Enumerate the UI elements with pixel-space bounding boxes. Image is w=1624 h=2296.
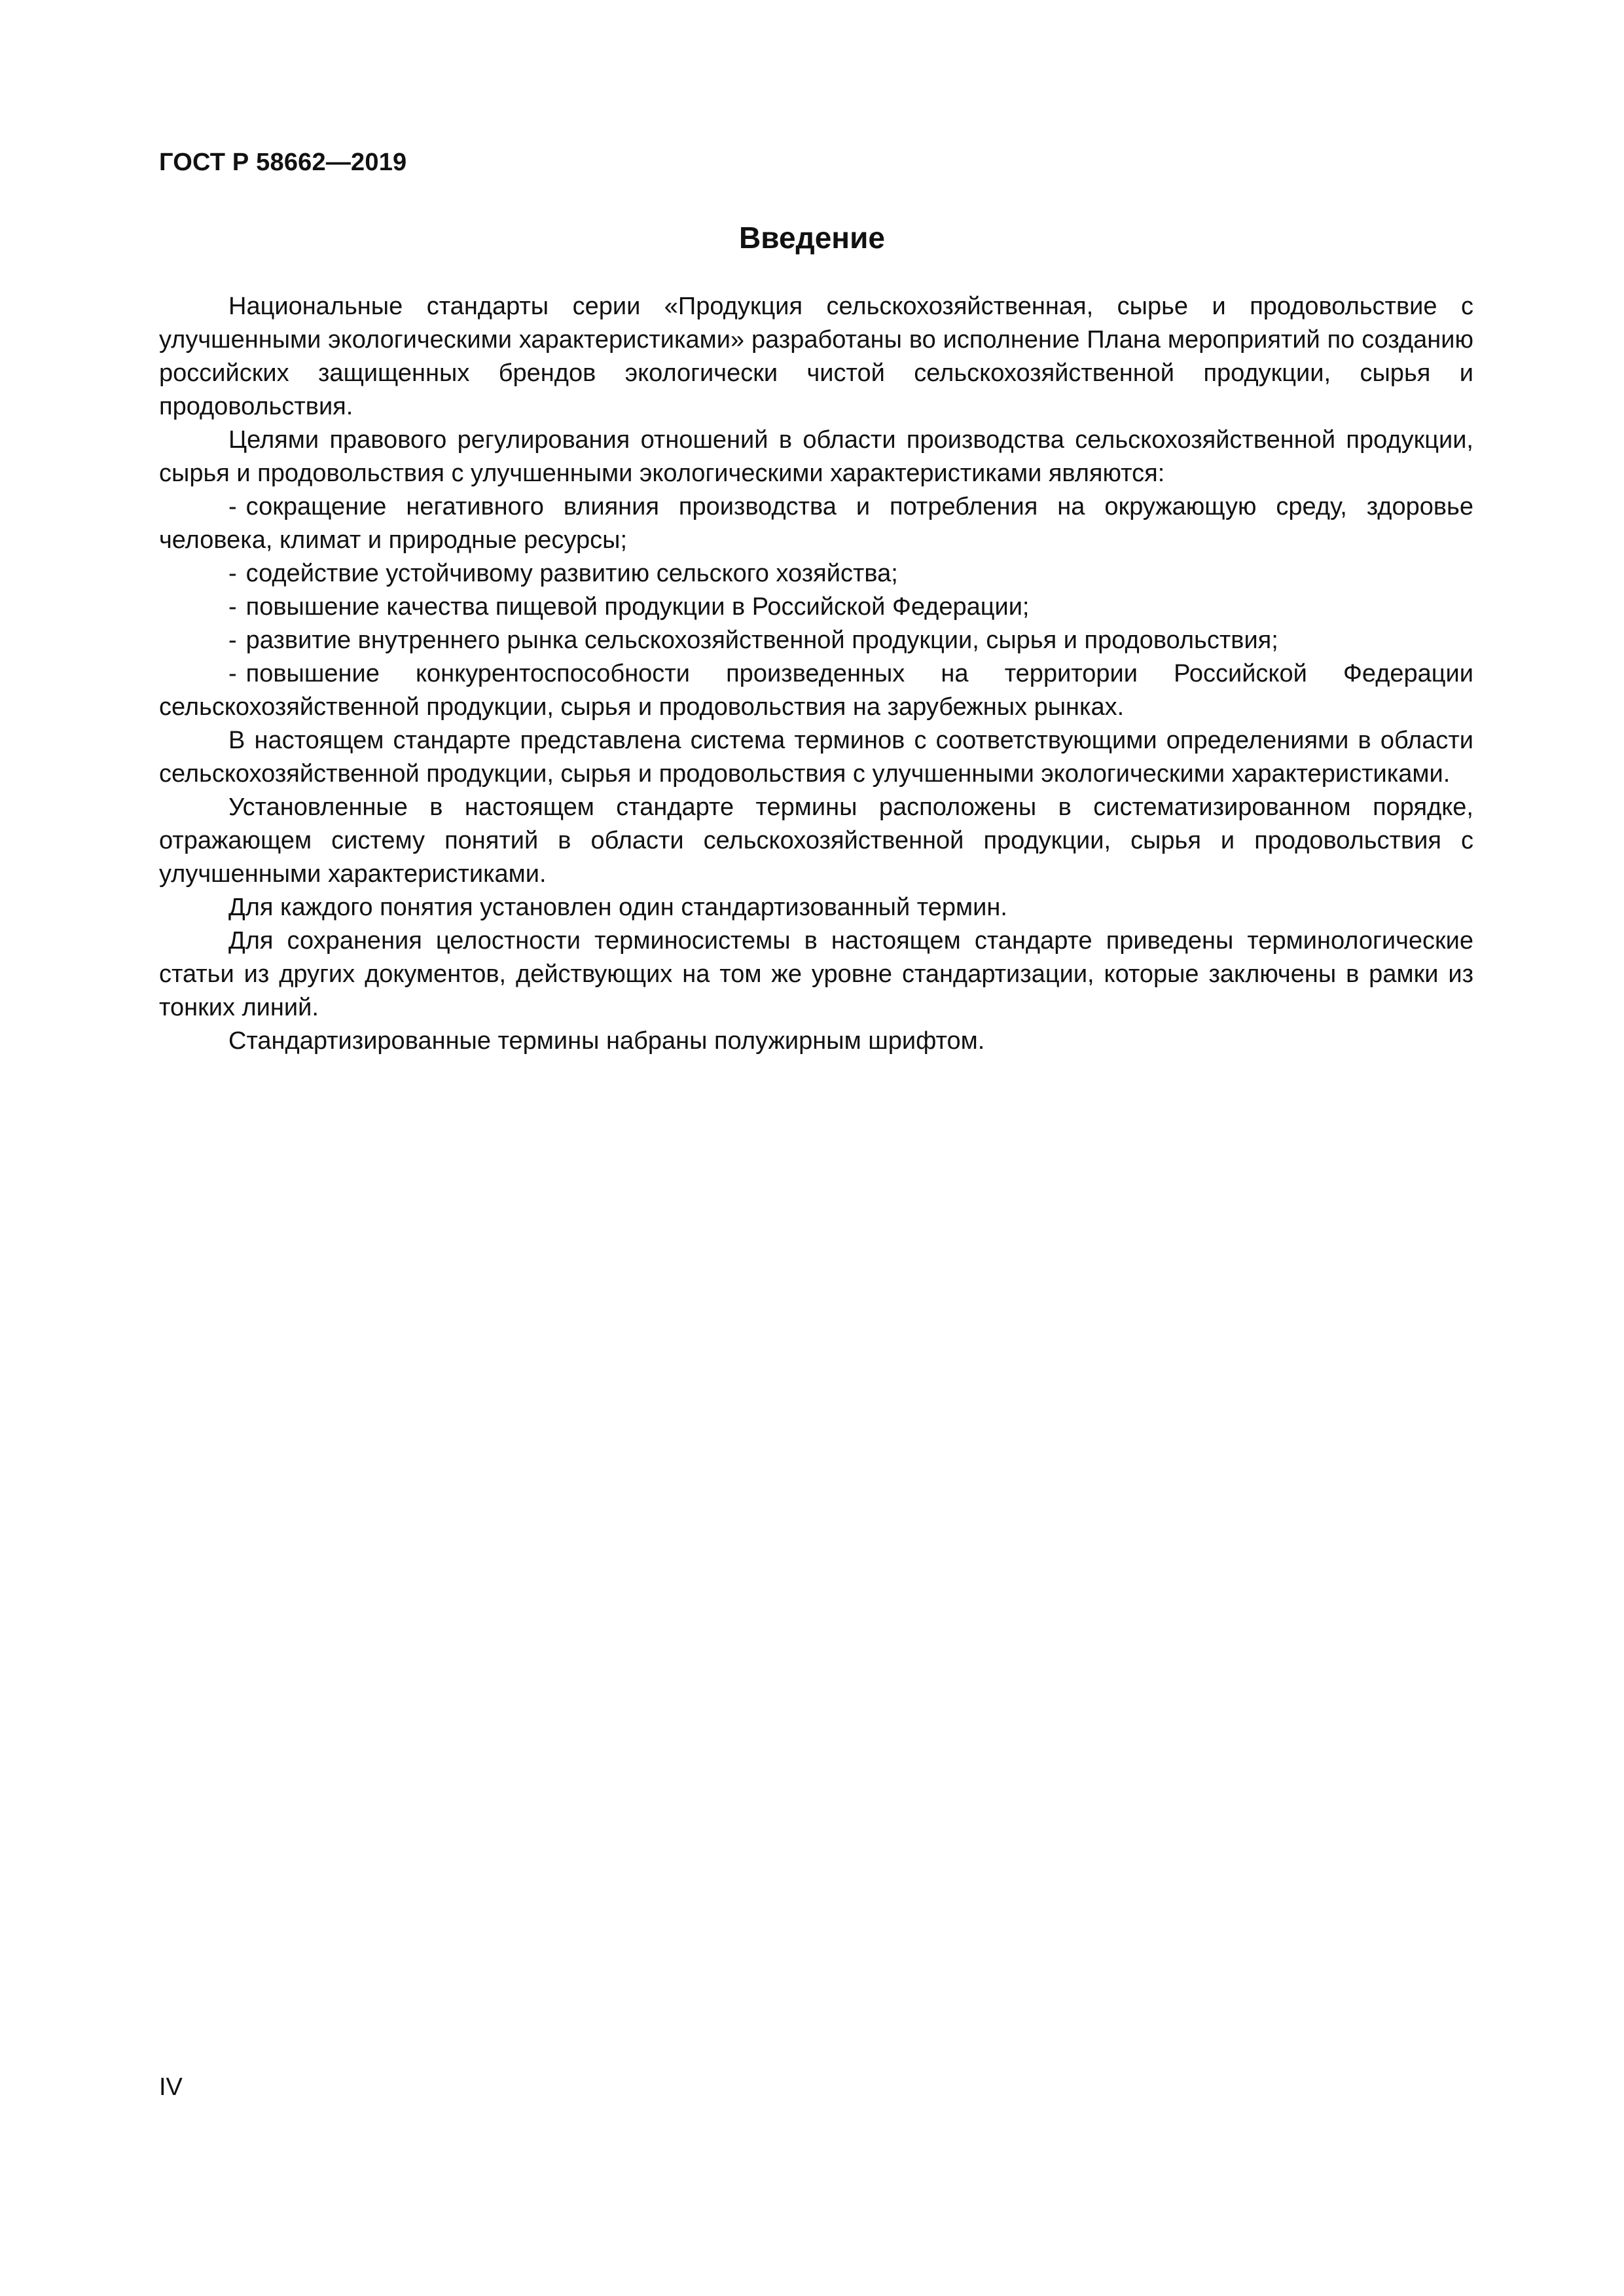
paragraph: Для каждого понятия установлен один стандартизованный термин. — [228, 894, 1007, 921]
list-marker: - — [228, 660, 237, 687]
paragraph: Целями правового регулирования отношений в области производства сельскохозяйственной продукции, сырья и продовольствия с улучшенными экологическими характеристиками являются: — [159, 426, 1473, 487]
paragraph: Для сохранения целостности терминосистемы в настоящем стандарте приведены терминологические статьи из других документов, действующих на том же уровне стандартизации, которые заключены в рамки из тонких линий. — [159, 927, 1473, 1021]
list-item-text: содействие устойчивому развитию сельского хозяйства; — [245, 560, 898, 587]
goals-list — [159, 490, 1473, 724]
document-code-header: ГОСТ Р 58662—2019 — [159, 149, 407, 176]
paragraph: Национальные стандарты серии «Продукция сельскохозяйственная, сырье и продовольствие с улучшенными экологическими характеристиками» разработаны во исполнение Плана мероприятий по созданию российских защищенных брендов экологически чистой сельскохозяйственной продукции, сырья и продовольствия. — [159, 293, 1473, 420]
list-item — [159, 591, 1473, 624]
list-item-text: повышение конкурентоспособности произведенных на территории Российской Федерации сельскохозяйственной продукции, сырья и продовольствия на зарубежных рынках. — [159, 660, 1473, 721]
list-item — [159, 557, 1473, 591]
page-number: IV — [159, 2073, 183, 2101]
list-marker: - — [228, 560, 237, 587]
list-item — [159, 624, 1473, 657]
paragraph: В настоящем стандарте представлена система терминов с соответствующими определениями в области сельскохозяйственной продукции, сырья и продовольствия с улучшенными экологическими характеристиками. — [159, 727, 1473, 788]
list-marker: - — [228, 493, 237, 520]
paragraph: Стандартизированные термины набраны полужирным шрифтом. — [228, 1027, 985, 1055]
list-item-text: развитие внутреннего рынка сельскохозяйственной продукции, сырья и продовольствия; — [245, 627, 1278, 654]
introduction-body — [159, 290, 1473, 1058]
list-marker: - — [228, 593, 237, 621]
list-item-text: сокращение негативного влияния производства и потребления на окружающую среду, здоровье человека, климат и природные ресурсы; — [159, 493, 1473, 554]
list-marker: - — [228, 627, 237, 654]
list-item — [159, 490, 1473, 557]
list-item — [159, 657, 1473, 724]
paragraph: Установленные в настоящем стандарте термины расположены в систематизированном порядке, отражающем систему понятий в области сельскохозяйственной продукции, сырья и продовольствия с улучшенными характеристиками. — [159, 793, 1473, 888]
list-item-text: повышение качества пищевой продукции в Российской Федерации; — [245, 593, 1030, 621]
section-title: Введение — [739, 221, 885, 255]
